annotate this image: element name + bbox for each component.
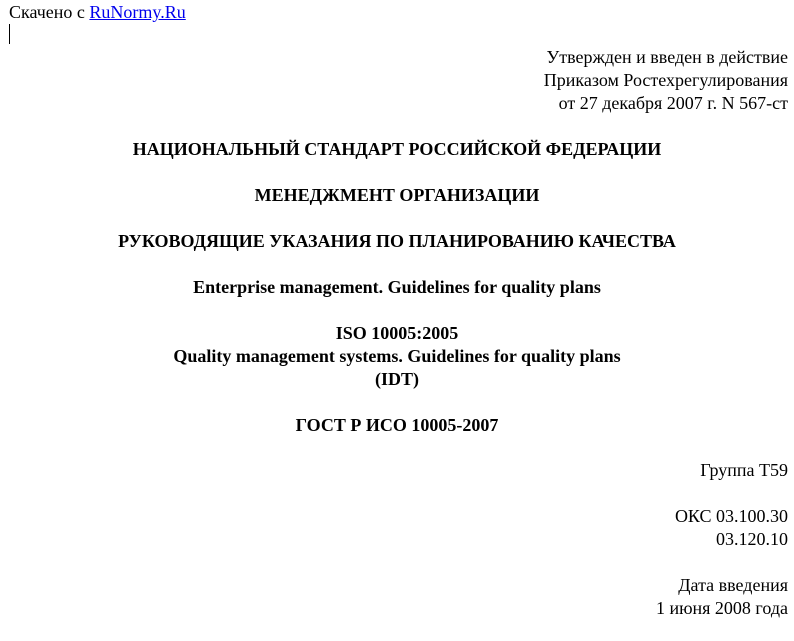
oks-line-2: 03.120.10 [716,529,788,549]
oks-line-1: ОКС 03.100.30 [674,506,788,526]
text-cursor [9,24,10,44]
group-block [700,459,788,482]
national-standard-title: НАЦИОНАЛЬНЫЙ СТАНДАРТ РОССИЙСКОЙ ФЕДЕРАЦИИ [132,139,662,159]
source-link[interactable]: RuNormy.Ru [89,2,186,22]
oks-block [675,505,788,551]
approval-block [544,46,788,115]
download-source-line [9,1,186,23]
downloaded-prefix: Скачено с [9,2,85,22]
effective-date-label: Дата введения [678,575,788,595]
iso-code: ISO 10005:2005 [335,323,459,343]
iso-mark: (IDT) [375,369,419,389]
iso-title: Quality management systems. Guidelines for quality plans [173,346,621,366]
group-label: Группа Т59 [700,460,788,480]
gost-code: ГОСТ Р ИСО 10005-2007 [295,415,499,435]
effective-date-value: 1 июня 2008 года [655,598,788,618]
effective-date-block [656,574,788,620]
approval-line-2: Приказом Ростехрегулирования [543,70,788,90]
guidelines-title-en: Enterprise management. Guidelines for quality plans [193,277,601,297]
approval-line-1: Утвержден и введен в действие [546,47,788,67]
management-title: МЕНЕДЖМЕНТ ОРГАНИЗАЦИИ [254,185,540,205]
approval-line-3: от 27 декабря 2007 г. N 567-ст [558,93,788,113]
guidelines-title-ru: РУКОВОДЯЩИЕ УКАЗАНИЯ ПО ПЛАНИРОВАНИЮ КАЧЕСТВА [118,231,676,251]
